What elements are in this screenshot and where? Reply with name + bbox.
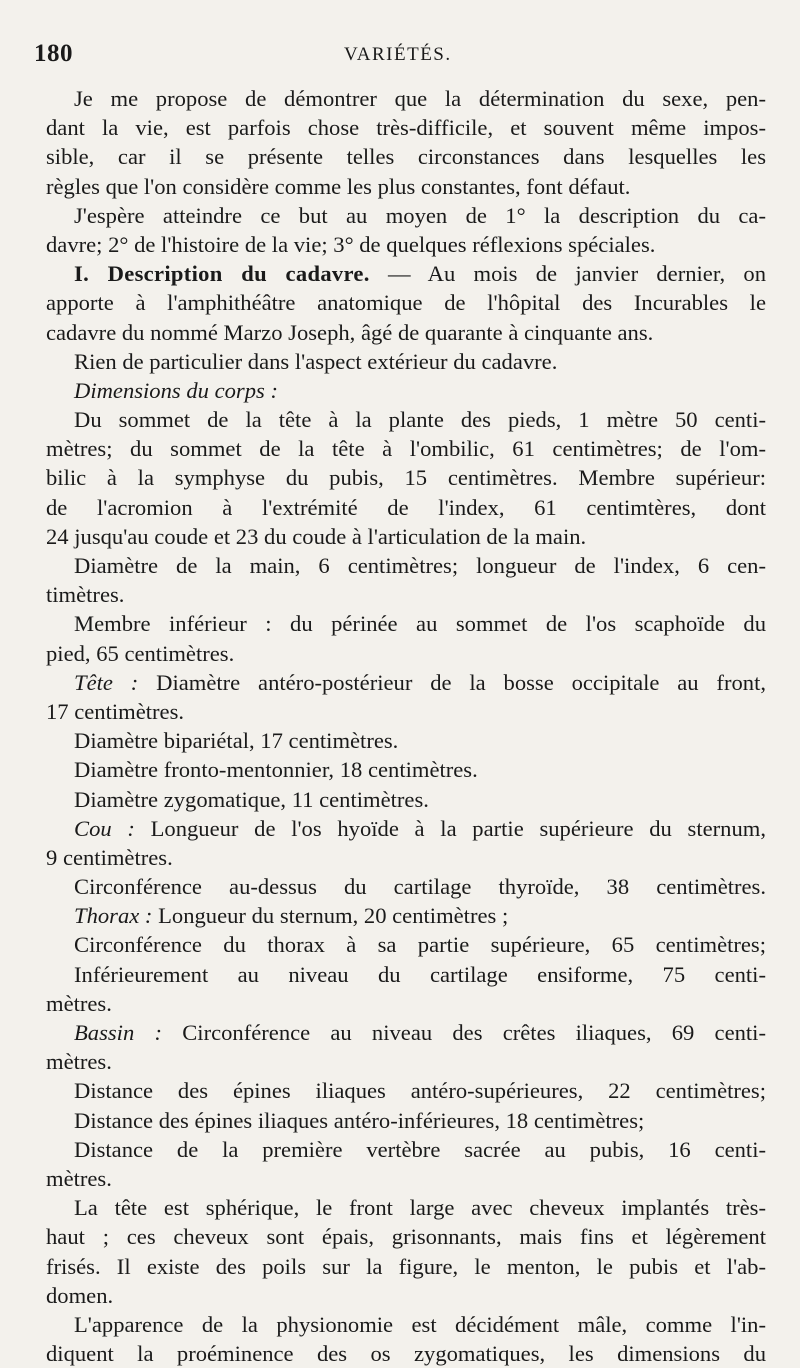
text-line [46, 230, 766, 259]
text-line [46, 172, 766, 201]
line-text: Membre inférieur : du périnée au sommet de l'os scaphoïde du [74, 611, 766, 637]
text-line [46, 989, 766, 1018]
line-text: mètres. [46, 990, 112, 1016]
text-line [46, 609, 766, 638]
text-line [46, 1047, 766, 1076]
text-line [46, 930, 766, 959]
text-line [46, 318, 766, 347]
text-line [46, 113, 766, 142]
line-text: davre; 2° de l'histoire de la vie; 3° de quelques réflexions spéciales. [46, 231, 656, 257]
text-line [46, 1252, 766, 1281]
line-text: domen. [46, 1282, 114, 1308]
line-text: Diamètre zygomatique, 11 centimètres. [74, 786, 429, 812]
line-text: dant la vie, est parfois chose très-difficile, et souvent même impos- [46, 115, 766, 141]
text-line [46, 668, 766, 697]
line-text: Circonférence au niveau des crêtes iliaques, 69 centi- [162, 1020, 766, 1045]
line-text: mètres. [46, 1165, 112, 1191]
text-line [46, 84, 766, 113]
text-line [46, 814, 766, 843]
line-text: Distance de la première vertèbre sacrée au pubis, 16 centi- [74, 1136, 766, 1162]
text-line [46, 1164, 766, 1193]
text-line [46, 522, 766, 551]
text-line [46, 1106, 766, 1135]
line-text: mètres. [46, 1049, 112, 1075]
text-line [46, 493, 766, 522]
text-line [46, 639, 766, 668]
inline-label: Tête : [74, 669, 139, 695]
inline-label: Cou : [74, 815, 135, 841]
line-text: Longueur de l'os hyoïde à la partie supérieure du sternum, [134, 815, 766, 841]
line-text: Du sommet de la tête à la plante des pieds, 1 mètre 50 centi- [74, 407, 766, 433]
line-text: L'apparence de la physionomie est décidément mâle, comme l'in- [74, 1311, 766, 1337]
line-text: 9 centimètres. [46, 844, 173, 870]
line-text: Distance des épines iliaques antéro-inférieures, 18 centimètres; [74, 1107, 645, 1133]
line-text: Diamètre fronto-mentonnier, 18 centimètres. [74, 757, 478, 783]
running-head: VARIÉTÉS. [344, 44, 452, 65]
text-line [46, 960, 766, 989]
text-line [46, 201, 766, 230]
line-text: mètres; du sommet de la tête à l'ombilic, 61 centimètres; de l'om- [46, 436, 766, 462]
text-line [46, 288, 766, 317]
line-text: bilic à la symphyse du pubis, 15 centimètres. Membre supérieur: [46, 465, 766, 491]
text-line [46, 259, 766, 288]
text-line [46, 405, 766, 434]
line-text: apporte à l'amphithéâtre anatomique de l'hôpital des Incurables le [46, 290, 766, 316]
inline-label: Dimensions du corps : [74, 377, 278, 403]
line-text: haut ; ces cheveux sont épais, grisonnants, mais fins et légèrement [46, 1224, 766, 1250]
line-text: diquent la proéminence des os zygomatiques, les dimensions du [46, 1341, 766, 1367]
text-line [46, 376, 766, 405]
inline-label: Thorax : [74, 903, 153, 929]
line-text: sible, car il se présente telles circonstances dans lesquelles les [46, 144, 766, 170]
line-text: Longueur du sternum, 20 centimètres ; [152, 903, 509, 929]
line-text: de l'acromion à l'extrémité de l'index, 61 centimtères, dont [46, 494, 766, 520]
text-line [46, 551, 766, 580]
line-text: cadavre du nommé Marzo Joseph, âgé de quarante à cinquante ans. [46, 319, 654, 345]
text-line [46, 463, 766, 492]
text-line [46, 1135, 766, 1164]
page-header [34, 40, 760, 76]
line-text: Rien de particulier dans l'aspect extérieur du cadavre. [74, 348, 558, 374]
text-line [46, 1310, 766, 1339]
line-text: Distance des épines iliaques antéro-supérieures, 22 centimètres; [74, 1078, 766, 1104]
line-text: Je me propose de démontrer que la détermination du sexe, pen- [74, 86, 766, 111]
text-line [46, 901, 766, 930]
text-line [46, 697, 766, 726]
text-line [46, 1222, 766, 1251]
text-line [46, 726, 766, 755]
text-line [46, 1076, 766, 1105]
page-number: 180 [34, 40, 73, 67]
text-line [46, 1193, 766, 1222]
text-line [46, 347, 766, 376]
line-text: Inférieurement au niveau du cartilage ensiforme, 75 centi- [74, 961, 766, 987]
text-line [46, 434, 766, 463]
line-text: Circonférence au-dessus du cartilage thyroïde, 38 centimètres. [74, 874, 766, 900]
text-line [46, 1339, 766, 1368]
line-text: J'espère atteindre ce but au moyen de 1° la description du ca- [74, 202, 766, 228]
line-text: — Au mois de janvier dernier, on [369, 261, 766, 287]
line-text: Circonférence du thorax à sa partie supérieure, 65 centimètres; [74, 932, 766, 958]
line-text: Diamètre de la main, 6 centimètres; longueur de l'index, 6 cen- [74, 553, 766, 578]
line-text: La tête est sphérique, le front large avec cheveux implantés très- [74, 1195, 766, 1221]
inline-label: Bassin : [74, 1020, 162, 1045]
text-line [46, 843, 766, 872]
line-text: 24 jusqu'au coude et 23 du coude à l'articulation de la main. [46, 523, 587, 549]
line-text: Diamètre bipariétal, 17 centimètres. [74, 728, 399, 754]
page-body-text [46, 84, 766, 1368]
section-heading: I. Description du cadavre. [74, 261, 370, 287]
text-line [46, 1018, 766, 1047]
text-line [46, 1281, 766, 1310]
text-line [46, 580, 766, 609]
line-text: timètres. [46, 582, 125, 608]
line-text: Diamètre antéro-postérieur de la bosse occipitale au front, [138, 669, 766, 695]
text-line [46, 755, 766, 784]
text-line [46, 142, 766, 171]
line-text: frisés. Il existe des poils sur la figure, le menton, le pubis et l'ab- [46, 1253, 766, 1279]
line-text: 17 centimètres. [46, 698, 185, 724]
text-line [46, 872, 766, 901]
text-line [46, 785, 766, 814]
line-text: pied, 65 centimètres. [46, 640, 235, 666]
line-text: règles que l'on considère comme les plus constantes, font défaut. [46, 173, 631, 199]
